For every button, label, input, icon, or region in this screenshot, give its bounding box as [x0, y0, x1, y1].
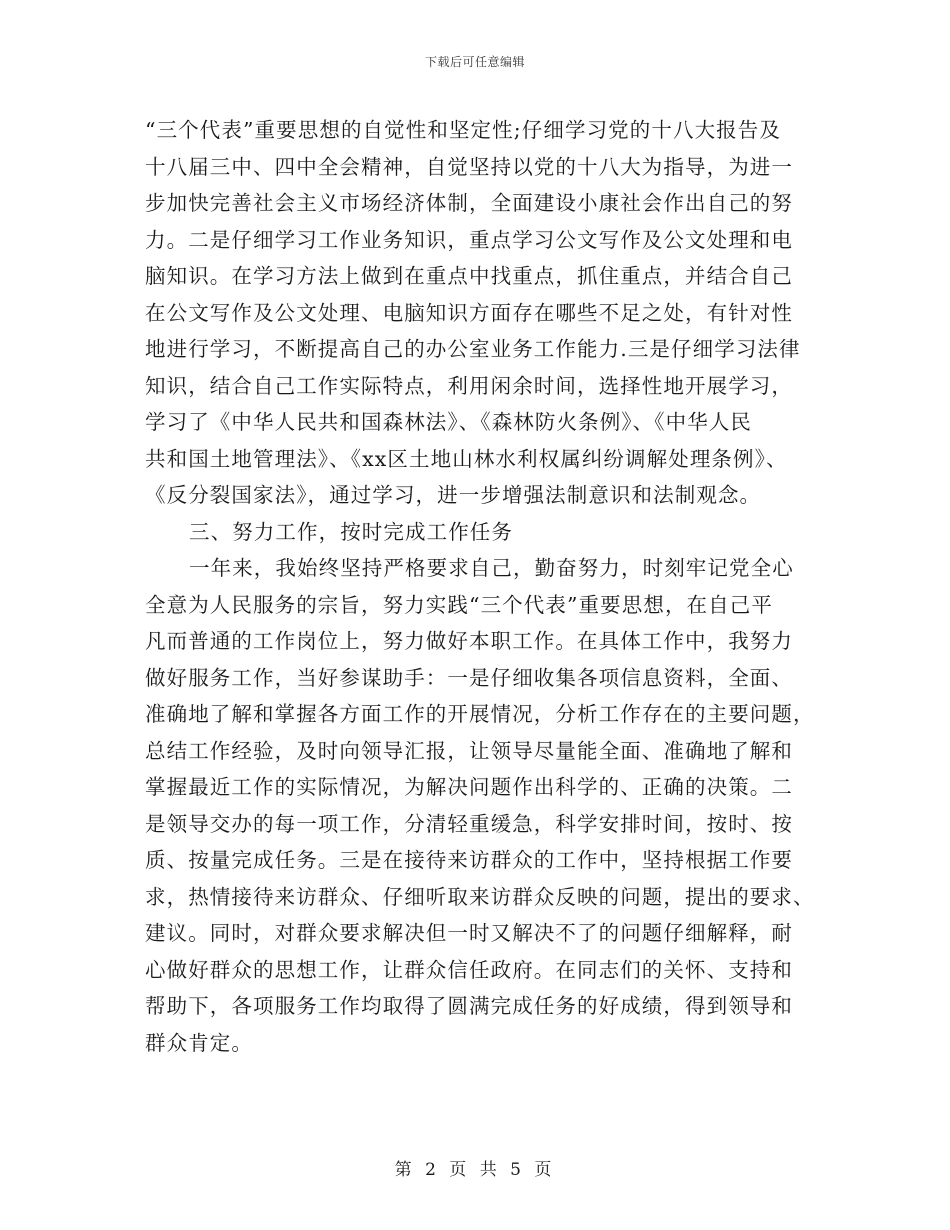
text-line: 掌握最近工作的实际情况，为解决问题作出科学的、正确的决策。二: [145, 775, 793, 799]
text-line: 建议。同时，对群众要求解决但一时又解决不了的问题仔细解释，耐: [145, 921, 793, 945]
text-line: 十八届三中、四中全会精神，自觉坚持以党的十八大为指导，为进一: [145, 154, 793, 179]
text-line: 脑知识。在学习方法上做到在重点中找重点，抓住重点，并结合自己: [145, 264, 793, 288]
text-line: 是领导交办的每一项工作，分清轻重缓急，科学安排时间，按时、按: [145, 811, 793, 836]
text-line: 质、按量完成任务。三是在接待来访群众的工作中，坚持根据工作要: [145, 848, 793, 872]
text-line: 求，热情接待来访群众、仔细听取来访群众反映的问题，提出的要求、: [145, 884, 815, 909]
text-line: 知识，结合自己工作实际特点，利用闲余时间，选择性地开展学习，: [145, 373, 793, 398]
text-line: “三个代表”重要思想的自觉性和坚定性;仔细学习党的十八大报告及: [145, 118, 781, 142]
text-line: 学习了《中华人民共和国森林法》、《森林防火条例》、《中华人民: [145, 410, 752, 434]
text-line: 共和国土地管理法》、《xx区土地山林水利权属纠纷调解处理条例》、: [145, 446, 788, 471]
text-line: 心做好群众的思想工作，让群众信任政府。在同志们的关怀、支持和: [145, 957, 793, 982]
text-line: 步加快完善社会主义市场经济体制，全面建设小康社会作出自己的努: [145, 191, 793, 215]
page-header: 下载后可任意编辑: [424, 55, 525, 69]
text-line: 全意为人民服务的宗旨，努力实践“三个代表”重要思想，在自己平: [145, 592, 773, 617]
text-line: 《反分裂国家法》，通过学习，进一步增强法制意识和法制观念。: [145, 483, 762, 507]
document-body: [145, 112, 813, 1061]
paragraph-first-line: 一年来，我始终坚持严格要求自己，勤奋努力，时刻牢记党全心: [189, 556, 794, 580]
page-number-footer: 第 2 页 共 5 页: [394, 1160, 556, 1180]
text-line: 帮助下，各项服务工作均取得了圆满完成任务的好成绩，得到领导和: [145, 994, 793, 1018]
text-line: 群众肯定。: [145, 1030, 253, 1055]
section-heading: 三、努力工作，按时完成工作任务: [189, 519, 513, 544]
text-line: 准确地了解和掌握各方面工作的开展情况，分析工作存在的主要问题，: [145, 702, 815, 726]
text-line: 力。二是仔细学习工作业务知识，重点学习公文写作及公文处理和电: [145, 227, 793, 252]
text-line: 总结工作经验，及时向领导汇报，让领导尽量能全面、准确地了解和: [145, 738, 793, 763]
text-line: 凡而普通的工作岗位上，努力做好本职工作。在具体工作中，我努力: [145, 629, 793, 653]
text-line: 在公文写作及公文处理、电脑知识方面存在哪些不足之处，有针对性: [145, 300, 793, 325]
text-line: 做好服务工作，当好参谋助手：一是仔细收集各项信息资料，全面、: [145, 665, 793, 690]
text-line: 地进行学习，不断提高自己的办公室业务工作能力.三是仔细学习法律: [145, 337, 801, 361]
